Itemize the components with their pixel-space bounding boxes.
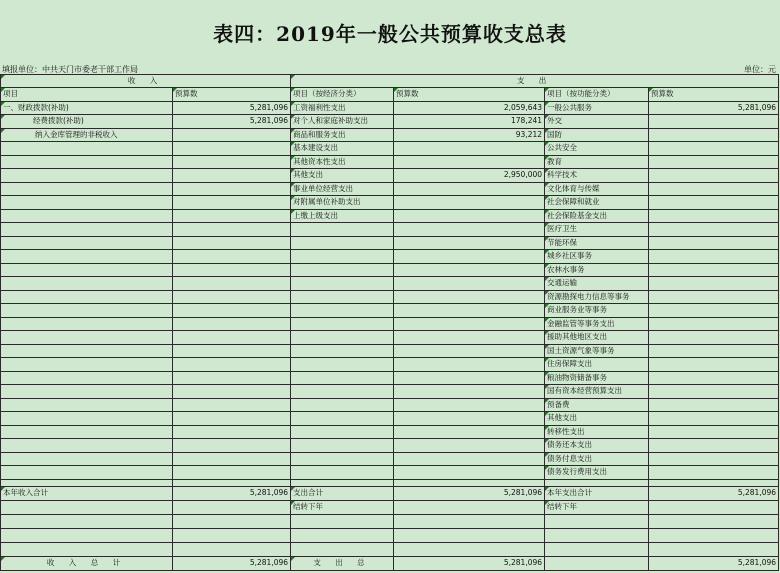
func-item-label[interactable]: 粮油物资储备事务 [545, 371, 649, 385]
empty-cell[interactable] [1, 439, 173, 453]
func-item-value[interactable] [649, 169, 779, 183]
col-budget-header[interactable]: 预算数 [394, 88, 545, 102]
func-item-label[interactable]: 社会保险基金支出 [545, 209, 649, 223]
empty-cell[interactable] [394, 223, 545, 237]
empty-cell[interactable] [291, 317, 394, 331]
table-row [1, 371, 779, 385]
table-row [1, 290, 779, 304]
grand-expense-label[interactable]: 支 出 总 [291, 556, 394, 570]
empty-cell[interactable] [1, 209, 173, 223]
empty-cell[interactable] [1, 412, 173, 426]
func-item-label[interactable]: 农林水事务 [545, 263, 649, 277]
empty-cell[interactable] [173, 304, 291, 318]
empty-cell[interactable] [394, 439, 545, 453]
func-item-value[interactable]: 5,281,096 [649, 101, 779, 115]
empty-cell[interactable] [291, 250, 394, 264]
empty-cell[interactable] [394, 344, 545, 358]
col-item-header[interactable]: 项目 [1, 88, 173, 102]
func-item-label[interactable]: 住房保障支出 [545, 358, 649, 372]
spacer-cell[interactable] [291, 479, 394, 486]
econ-item-value[interactable] [394, 182, 545, 196]
table-row [1, 182, 779, 196]
empty-cell[interactable] [291, 514, 394, 528]
empty-cell[interactable] [291, 277, 394, 291]
spacer-cell[interactable] [649, 479, 779, 486]
empty-cell[interactable] [649, 514, 779, 528]
econ-item-value[interactable]: 178,241 [394, 115, 545, 129]
income-item-value[interactable]: 5,281,096 [173, 115, 291, 129]
spacer-cell[interactable] [173, 479, 291, 486]
expense-total-value[interactable]: 5,281,096 [394, 486, 545, 500]
econ-item-value[interactable]: 2,059,643 [394, 101, 545, 115]
func-item-value[interactable] [649, 250, 779, 264]
empty-cell[interactable] [649, 500, 779, 514]
empty-cell[interactable] [173, 236, 291, 250]
empty-cell[interactable] [1, 236, 173, 250]
income-total-label[interactable]: 本年收入合计 [1, 486, 173, 500]
table-row [1, 358, 779, 372]
econ-item-value[interactable] [394, 142, 545, 156]
func-item-value[interactable] [649, 331, 779, 345]
col-budget-header[interactable]: 预算数 [173, 88, 291, 102]
func-item-value[interactable] [649, 236, 779, 250]
empty-cell[interactable] [394, 317, 545, 331]
empty-cell[interactable] [545, 542, 649, 556]
empty-cell[interactable] [394, 412, 545, 426]
empty-cell[interactable] [1, 385, 173, 399]
carry-forward-func-label[interactable]: 结转下年 [545, 500, 649, 514]
empty-cell[interactable] [291, 371, 394, 385]
empty-cell[interactable] [394, 236, 545, 250]
table-row [1, 439, 779, 453]
table-row [1, 412, 779, 426]
func-item-label[interactable]: 债务付息支出 [545, 452, 649, 466]
empty-cell[interactable] [394, 398, 545, 412]
func-item-value[interactable] [649, 128, 779, 142]
empty-cell[interactable] [173, 358, 291, 372]
empty-cell[interactable] [291, 398, 394, 412]
econ-item-label[interactable]: 对附属单位补助支出 [291, 196, 394, 210]
reporting-unit: 填报单位：中共天门市委老干部工作局 [2, 65, 138, 74]
empty-cell[interactable] [291, 542, 394, 556]
func-item-label[interactable]: 节能环保 [545, 236, 649, 250]
expense-header[interactable]: 支 出 [291, 75, 779, 88]
func-item-label[interactable]: 一般公共服务 [545, 101, 649, 115]
empty-cell[interactable] [394, 514, 545, 528]
func-item-label[interactable]: 城乡社区事务 [545, 250, 649, 264]
empty-cell[interactable] [1, 263, 173, 277]
func-item-value[interactable] [649, 277, 779, 291]
empty-cell[interactable] [1, 142, 173, 156]
func-item-value[interactable] [649, 439, 779, 453]
empty-cell[interactable] [394, 452, 545, 466]
func-item-label[interactable]: 其他支出 [545, 412, 649, 426]
empty-cell[interactable] [394, 277, 545, 291]
econ-item-label[interactable]: 其他支出 [291, 169, 394, 183]
func-item-label[interactable]: 国有资本经营预算支出 [545, 385, 649, 399]
empty-cell[interactable] [173, 452, 291, 466]
table-row [1, 398, 779, 412]
func-item-value[interactable] [649, 115, 779, 129]
empty-cell[interactable] [1, 277, 173, 291]
table-row [1, 236, 779, 250]
func-item-value[interactable] [649, 317, 779, 331]
empty-cell[interactable] [173, 514, 291, 528]
grand-income-value[interactable]: 5,281,096 [173, 556, 291, 570]
table-row [1, 385, 779, 399]
empty-cell[interactable] [1, 290, 173, 304]
empty-cell[interactable] [1, 304, 173, 318]
empty-cell[interactable] [1, 500, 173, 514]
empty-cell[interactable] [173, 169, 291, 183]
func-item-label[interactable]: 金融监管等事务支出 [545, 317, 649, 331]
empty-cell[interactable] [291, 263, 394, 277]
income-item-value[interactable]: 5,281,096 [173, 101, 291, 115]
expense-total-label[interactable]: 支出合计 [291, 486, 394, 500]
empty-cell[interactable] [291, 223, 394, 237]
func-item-label[interactable]: 债务发行费用支出 [545, 466, 649, 480]
econ-item-label[interactable]: 商品和服务支出 [291, 128, 394, 142]
empty-cell[interactable] [394, 250, 545, 264]
func-item-value[interactable] [649, 209, 779, 223]
empty-cell[interactable] [545, 528, 649, 542]
table-row [1, 115, 779, 129]
func-item-label[interactable]: 科学技术 [545, 169, 649, 183]
empty-cell[interactable] [291, 466, 394, 480]
func-item-value[interactable] [649, 155, 779, 169]
empty-cell[interactable] [173, 425, 291, 439]
func-item-value[interactable] [649, 304, 779, 318]
empty-cell[interactable] [394, 290, 545, 304]
empty-cell[interactable] [173, 331, 291, 345]
func-item-value[interactable] [649, 466, 779, 480]
empty-cell[interactable] [173, 263, 291, 277]
func-item-label[interactable]: 公共安全 [545, 142, 649, 156]
empty-cell[interactable] [1, 331, 173, 345]
col-func-header[interactable]: 项目（按功能分类） [545, 88, 649, 102]
empty-cell[interactable] [291, 358, 394, 372]
empty-cell[interactable] [394, 331, 545, 345]
income-item-value[interactable] [173, 128, 291, 142]
currency-unit: 单位：元 [744, 65, 776, 74]
empty-cell[interactable] [394, 263, 545, 277]
func-item-label[interactable]: 国土资源气象等事务 [545, 344, 649, 358]
table-row [1, 452, 779, 466]
carry-forward-econ-label[interactable]: 结转下年 [291, 500, 394, 514]
table-row [1, 169, 779, 183]
empty-cell[interactable] [1, 317, 173, 331]
income-total-value[interactable]: 5,281,096 [173, 486, 291, 500]
table-row [1, 344, 779, 358]
func-item-value[interactable] [649, 344, 779, 358]
empty-cell[interactable] [1, 371, 173, 385]
table-row [1, 304, 779, 318]
table-row [1, 155, 779, 169]
func-item-value[interactable] [649, 425, 779, 439]
empty-cell[interactable] [291, 528, 394, 542]
empty-cell[interactable] [1, 196, 173, 210]
empty-cell[interactable] [173, 385, 291, 399]
grand-income-label[interactable]: 收 入 总 计 [1, 556, 173, 570]
econ-item-label[interactable]: 上缴上级支出 [291, 209, 394, 223]
func-item-value[interactable] [649, 182, 779, 196]
income-item-label[interactable]: 纳入金库管理的非税收入 [1, 128, 173, 142]
income-item-label[interactable]: 一、财政拨款(补助) [1, 101, 173, 115]
budget-table [0, 74, 779, 571]
table-row [1, 128, 779, 142]
empty-cell[interactable] [1, 250, 173, 264]
table-row [1, 223, 779, 237]
year-expense-total-value[interactable]: 5,281,096 [649, 486, 779, 500]
grand-func-value[interactable]: 5,281,096 [649, 556, 779, 570]
empty-cell[interactable] [173, 371, 291, 385]
empty-cell[interactable] [291, 385, 394, 399]
func-item-label[interactable]: 外交 [545, 115, 649, 129]
spacer-cell[interactable] [545, 479, 649, 486]
empty-cell[interactable] [173, 542, 291, 556]
func-item-value[interactable] [649, 358, 779, 372]
empty-cell[interactable] [291, 439, 394, 453]
empty-cell[interactable] [291, 344, 394, 358]
empty-cell[interactable] [291, 331, 394, 345]
func-item-value[interactable] [649, 385, 779, 399]
empty-cell[interactable] [394, 385, 545, 399]
empty-cell[interactable] [394, 358, 545, 372]
income-item-label[interactable]: 经费拨款(补助) [1, 115, 173, 129]
func-item-value[interactable] [649, 290, 779, 304]
empty-cell[interactable] [1, 358, 173, 372]
empty-cell[interactable] [291, 290, 394, 304]
empty-cell[interactable] [173, 250, 291, 264]
empty-cell[interactable] [173, 155, 291, 169]
func-item-value[interactable] [649, 398, 779, 412]
empty-cell[interactable] [394, 542, 545, 556]
col-budget-header[interactable]: 预算数 [649, 88, 779, 102]
empty-cell[interactable] [173, 209, 291, 223]
table-row [1, 466, 779, 480]
econ-item-label[interactable]: 事业单位经营支出 [291, 182, 394, 196]
empty-cell[interactable] [173, 439, 291, 453]
empty-cell[interactable] [394, 466, 545, 480]
empty-cell[interactable] [394, 304, 545, 318]
empty-cell[interactable] [291, 304, 394, 318]
empty-cell[interactable] [1, 425, 173, 439]
empty-cell[interactable] [649, 528, 779, 542]
page-title: 表四：2019年一般公共预算收支总表 [213, 22, 567, 46]
func-item-value[interactable] [649, 371, 779, 385]
func-item-value[interactable] [649, 223, 779, 237]
empty-cell[interactable] [291, 412, 394, 426]
econ-item-value[interactable]: 2,950,000 [394, 169, 545, 183]
empty-cell[interactable] [291, 452, 394, 466]
empty-cell[interactable] [545, 514, 649, 528]
func-item-label[interactable]: 医疗卫生 [545, 223, 649, 237]
table-row [1, 263, 779, 277]
empty-cell[interactable] [394, 425, 545, 439]
spacer-cell[interactable] [394, 479, 545, 486]
year-expense-total-label[interactable]: 本年支出合计 [545, 486, 649, 500]
empty-cell[interactable] [394, 528, 545, 542]
func-item-label[interactable]: 预备费 [545, 398, 649, 412]
empty-cell[interactable] [173, 398, 291, 412]
econ-item-value[interactable] [394, 209, 545, 223]
income-header[interactable]: 收 入 [1, 75, 291, 88]
empty-cell[interactable] [1, 169, 173, 183]
econ-item-value[interactable]: 93,212 [394, 128, 545, 142]
func-item-label[interactable]: 援助其他地区支出 [545, 331, 649, 345]
empty-cell[interactable] [1, 344, 173, 358]
empty-cell[interactable] [1, 466, 173, 480]
econ-item-label[interactable]: 基本建设支出 [291, 142, 394, 156]
table-row [1, 142, 779, 156]
empty-cell[interactable] [1, 452, 173, 466]
empty-cell[interactable] [1, 223, 173, 237]
func-item-value[interactable] [649, 412, 779, 426]
func-item-label[interactable]: 交通运输 [545, 277, 649, 291]
empty-cell[interactable] [1, 528, 173, 542]
table-row [1, 425, 779, 439]
func-item-label[interactable]: 文化体育与传媒 [545, 182, 649, 196]
empty-cell[interactable] [545, 556, 649, 570]
table-row [1, 277, 779, 291]
empty-cell[interactable] [173, 412, 291, 426]
empty-cell[interactable] [394, 500, 545, 514]
table-row [1, 331, 779, 345]
table-row [1, 209, 779, 223]
table-row [1, 101, 779, 115]
empty-cell[interactable] [1, 398, 173, 412]
empty-cell[interactable] [173, 466, 291, 480]
empty-cell[interactable] [173, 196, 291, 210]
empty-cell[interactable] [291, 236, 394, 250]
empty-cell[interactable] [291, 425, 394, 439]
func-item-label[interactable]: 教育 [545, 155, 649, 169]
func-item-value[interactable] [649, 452, 779, 466]
grand-expense-value[interactable]: 5,281,096 [394, 556, 545, 570]
func-item-value[interactable] [649, 142, 779, 156]
col-econ-header[interactable]: 项目（按经济分类） [291, 88, 394, 102]
empty-cell[interactable] [394, 371, 545, 385]
empty-cell[interactable] [173, 528, 291, 542]
func-item-label[interactable]: 商业服务业等事务 [545, 304, 649, 318]
func-item-label[interactable]: 国防 [545, 128, 649, 142]
func-item-label[interactable]: 债务还本支出 [545, 439, 649, 453]
empty-cell[interactable] [1, 542, 173, 556]
func-item-label[interactable]: 资源勘探电力信息等事务 [545, 290, 649, 304]
func-item-value[interactable] [649, 196, 779, 210]
empty-cell[interactable] [1, 155, 173, 169]
func-item-value[interactable] [649, 263, 779, 277]
empty-cell[interactable] [173, 142, 291, 156]
func-item-label[interactable]: 转移性支出 [545, 425, 649, 439]
table-row [1, 196, 779, 210]
table-row [1, 317, 779, 331]
econ-item-label[interactable]: 其他资本性支出 [291, 155, 394, 169]
empty-cell[interactable] [1, 514, 173, 528]
spacer-cell[interactable] [1, 479, 173, 486]
empty-cell[interactable] [173, 182, 291, 196]
table-row [1, 250, 779, 264]
econ-item-value[interactable] [394, 155, 545, 169]
empty-cell[interactable] [173, 500, 291, 514]
func-item-label[interactable]: 社会保障和就业 [545, 196, 649, 210]
empty-cell[interactable] [173, 317, 291, 331]
empty-cell[interactable] [173, 277, 291, 291]
econ-item-value[interactable] [394, 196, 545, 210]
empty-cell[interactable] [649, 542, 779, 556]
empty-cell[interactable] [173, 344, 291, 358]
empty-cell[interactable] [173, 290, 291, 304]
empty-cell[interactable] [1, 182, 173, 196]
econ-item-label[interactable]: 对个人和家庭补助支出 [291, 115, 394, 129]
empty-cell[interactable] [173, 223, 291, 237]
econ-item-label[interactable]: 工资福利性支出 [291, 101, 394, 115]
